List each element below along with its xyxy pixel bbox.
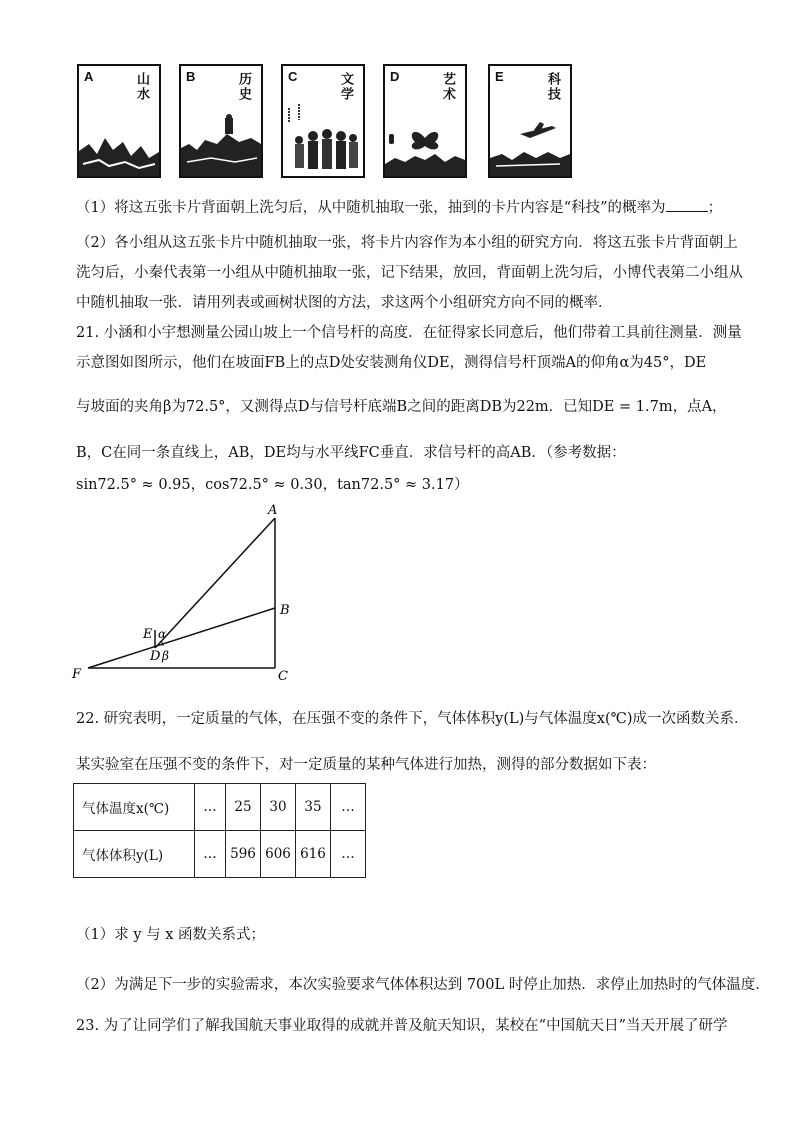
table-cell: 606 bbox=[261, 831, 296, 878]
art-illustration bbox=[385, 116, 465, 176]
card-d bbox=[383, 64, 467, 178]
card-title: 山水 bbox=[134, 72, 149, 102]
history-illustration bbox=[181, 114, 261, 176]
q21-line2: 示意图如图所示，他们在坡面FB上的点D处安装测角仪DE，测得信号杆顶端A的仰角α为45°，DE bbox=[76, 355, 707, 371]
q20-part2-line2: 洗匀后，小秦代表第一小组从中随机抽取一张，记下结果，放回，背面朝上洗匀后，小博代表第二小组从 bbox=[76, 265, 743, 281]
label-d: D bbox=[150, 649, 161, 664]
table-cell: … bbox=[195, 831, 226, 878]
table-cell: … bbox=[195, 784, 226, 831]
table-cell: 25 bbox=[226, 784, 261, 831]
table-row bbox=[74, 831, 366, 878]
technology-illustration bbox=[490, 114, 570, 176]
answer-blank[interactable] bbox=[666, 197, 708, 212]
landscape-illustration bbox=[79, 116, 159, 176]
label-f: F bbox=[72, 667, 82, 682]
q21-line1: 21. 小涵和小宇想测量公园山坡上一个信号杆的高度．在征得家长同意后，他们带着工具前往测量．测量 bbox=[76, 325, 742, 341]
label-b: B bbox=[280, 603, 290, 618]
table-row-header: 气体体积y(L) bbox=[74, 831, 195, 878]
label-c: C bbox=[278, 669, 288, 684]
card-title: 科技 bbox=[545, 72, 560, 102]
card-title: 文学 bbox=[338, 72, 353, 102]
label-a: A bbox=[268, 503, 278, 518]
q20-part1-end: ； bbox=[707, 200, 723, 216]
table-cell: … bbox=[331, 784, 366, 831]
card-letter: A bbox=[84, 69, 94, 84]
q23-line1: 23. 为了让同学们了解我国航天事业取得的成就并普及航天知识，某校在“中国航天日”当天开展了研学 bbox=[76, 1018, 728, 1034]
card-letter: B bbox=[186, 69, 196, 84]
table-row bbox=[74, 784, 366, 831]
card-c bbox=[281, 64, 365, 178]
q22-part2: （2）为满足下一步的实验需求，本次实验要求气体体积达到 700L 时停止加热．求停止加热时的气体温度． bbox=[76, 977, 770, 993]
table-cell: 596 bbox=[226, 831, 261, 878]
label-beta: β bbox=[162, 649, 169, 663]
card-letter: C bbox=[288, 69, 298, 84]
card-e bbox=[488, 64, 572, 178]
card-letter: E bbox=[495, 69, 504, 84]
q21-line4: B，C在同一条直线上，AB，DE均与水平线FC垂直．求信号杆的高AB．（参考数据： bbox=[76, 445, 626, 461]
q20-part2-line1: （2）各小组从这五张卡片中随机抽取一张，将卡片内容作为本小组的研究方向．将这五张卡片背面朝上 bbox=[76, 235, 738, 251]
table-cell: 30 bbox=[261, 784, 296, 831]
slope-diagram bbox=[60, 500, 320, 685]
q21-line3: 与坡面的夹角β为72.5°，又测得点D与信号杆底端B之间的距离DB为22m．已知DE = 1.7m，点A， bbox=[76, 399, 727, 415]
card-letter: D bbox=[390, 69, 400, 84]
literature-illustration bbox=[283, 96, 363, 176]
gas-data-table bbox=[73, 783, 366, 878]
q22-line1: 22. 研究表明，一定质量的气体，在压强不变的条件下，气体体积y(L)与气体温度x(℃)成一次函数关系． bbox=[76, 711, 749, 727]
q21-line5: sin72.5° ≈ 0.95，cos72.5° ≈ 0.30，tan72.5° ≈ 3.17） bbox=[76, 477, 469, 493]
card-b bbox=[179, 64, 263, 178]
q22-line2: 某实验室在压强不变的条件下，对一定质量的某种气体进行加热，测得的部分数据如下表： bbox=[76, 757, 656, 773]
card-title: 历史 bbox=[236, 72, 251, 102]
card-a bbox=[77, 64, 161, 178]
q20-part1 bbox=[76, 197, 740, 218]
table-row-header: 气体温度x(℃) bbox=[74, 784, 195, 831]
card-title: 艺术 bbox=[440, 72, 455, 102]
table-cell: … bbox=[331, 831, 366, 878]
q20-part2-line3: 中随机抽取一张．请用列表或画树状图的方法，求这两个小组研究方向不同的概率． bbox=[76, 295, 613, 311]
table-cell: 35 bbox=[296, 784, 331, 831]
q22-part1: （1）求 y 与 x 函数关系式； bbox=[76, 927, 266, 943]
label-alpha: α bbox=[158, 627, 167, 641]
table-cell: 616 bbox=[296, 831, 331, 878]
label-e: E bbox=[143, 627, 153, 642]
q20-part1-text: （1）将这五张卡片背面朝上洗匀后，从中随机抽取一张，抽到的卡片内容是“科技”的概率为 bbox=[76, 200, 666, 216]
